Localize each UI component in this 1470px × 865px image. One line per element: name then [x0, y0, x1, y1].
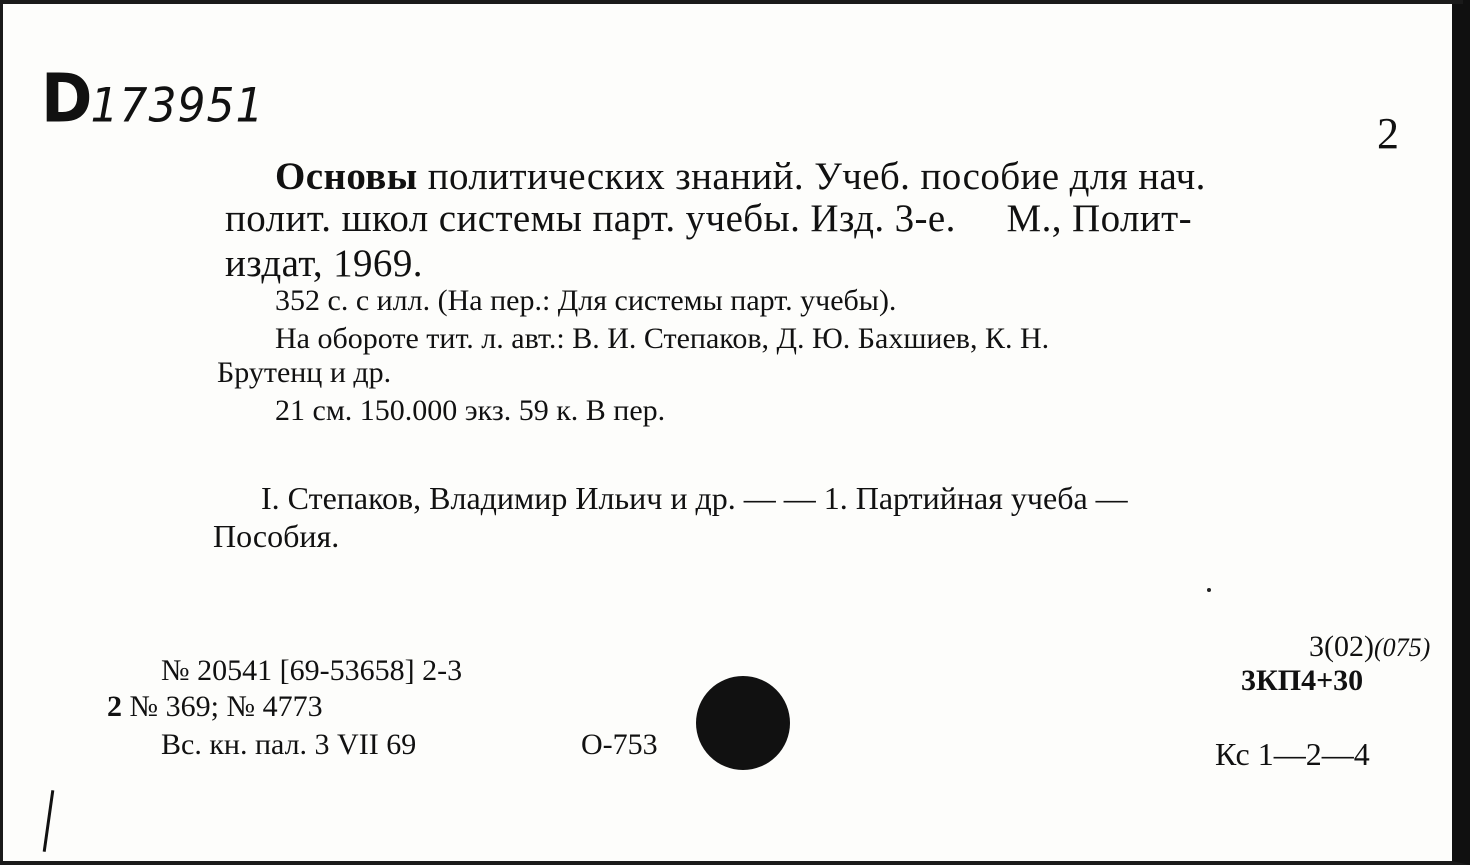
title-line-3: издат, 1969. [225, 242, 423, 285]
card-top-edge [3, 0, 1463, 4]
call-number [41, 59, 264, 138]
classification-handwritten: (075) [1373, 633, 1431, 662]
title-first-word: Основы [275, 155, 418, 198]
classification-index [1309, 630, 1430, 664]
classification-printed: 3(02) [1309, 630, 1374, 663]
footer-copy-count: 2 [107, 690, 122, 723]
title-rest: политических знаний. Учеб. пособие для нач. [417, 155, 1206, 198]
card-sequence-number: 2 [1377, 109, 1399, 158]
pencil-mark [43, 790, 55, 852]
description-pages: 352 с. с илл. (На пер.: Для системы парт. учебы). [275, 284, 897, 317]
footer-code: О-753 [581, 728, 658, 761]
classification-code: 3КП4+30 [1241, 664, 1364, 697]
footer-order-number: № 20541 [69-53658] 2-3 [161, 654, 463, 687]
description-authors-cont: Брутенц и др. [217, 356, 392, 389]
ink-dot [1207, 588, 1211, 592]
subject-headings: I. Степаков, Владимир Ильич и др. — — 1. Партийная учеба — [261, 480, 1128, 516]
punch-hole [696, 676, 790, 770]
title-line-2: полит. школ системы парт. учебы. Изд. 3-е. М., Полит- [225, 197, 1192, 240]
call-number-letter: D [41, 59, 91, 138]
classification-kc: Кс 1—2—4 [1215, 736, 1370, 772]
title-line-1 [275, 154, 1206, 199]
footer-chamber-date: Вс. кн. пал. 3 VII 69 [161, 728, 417, 761]
footer-copy-list: № 369; № 4773 [122, 690, 323, 723]
subject-headings-cont: Пособия. [213, 518, 340, 554]
description-format: 21 см. 150.000 экз. 59 к. В пер. [275, 394, 666, 427]
call-number-digits: 173951 [90, 78, 265, 134]
footer-copy-numbers [107, 690, 323, 724]
description-authors: На обороте тит. л. авт.: В. И. Степаков, Д. Ю. Бахшиев, К. Н. [275, 322, 1050, 355]
